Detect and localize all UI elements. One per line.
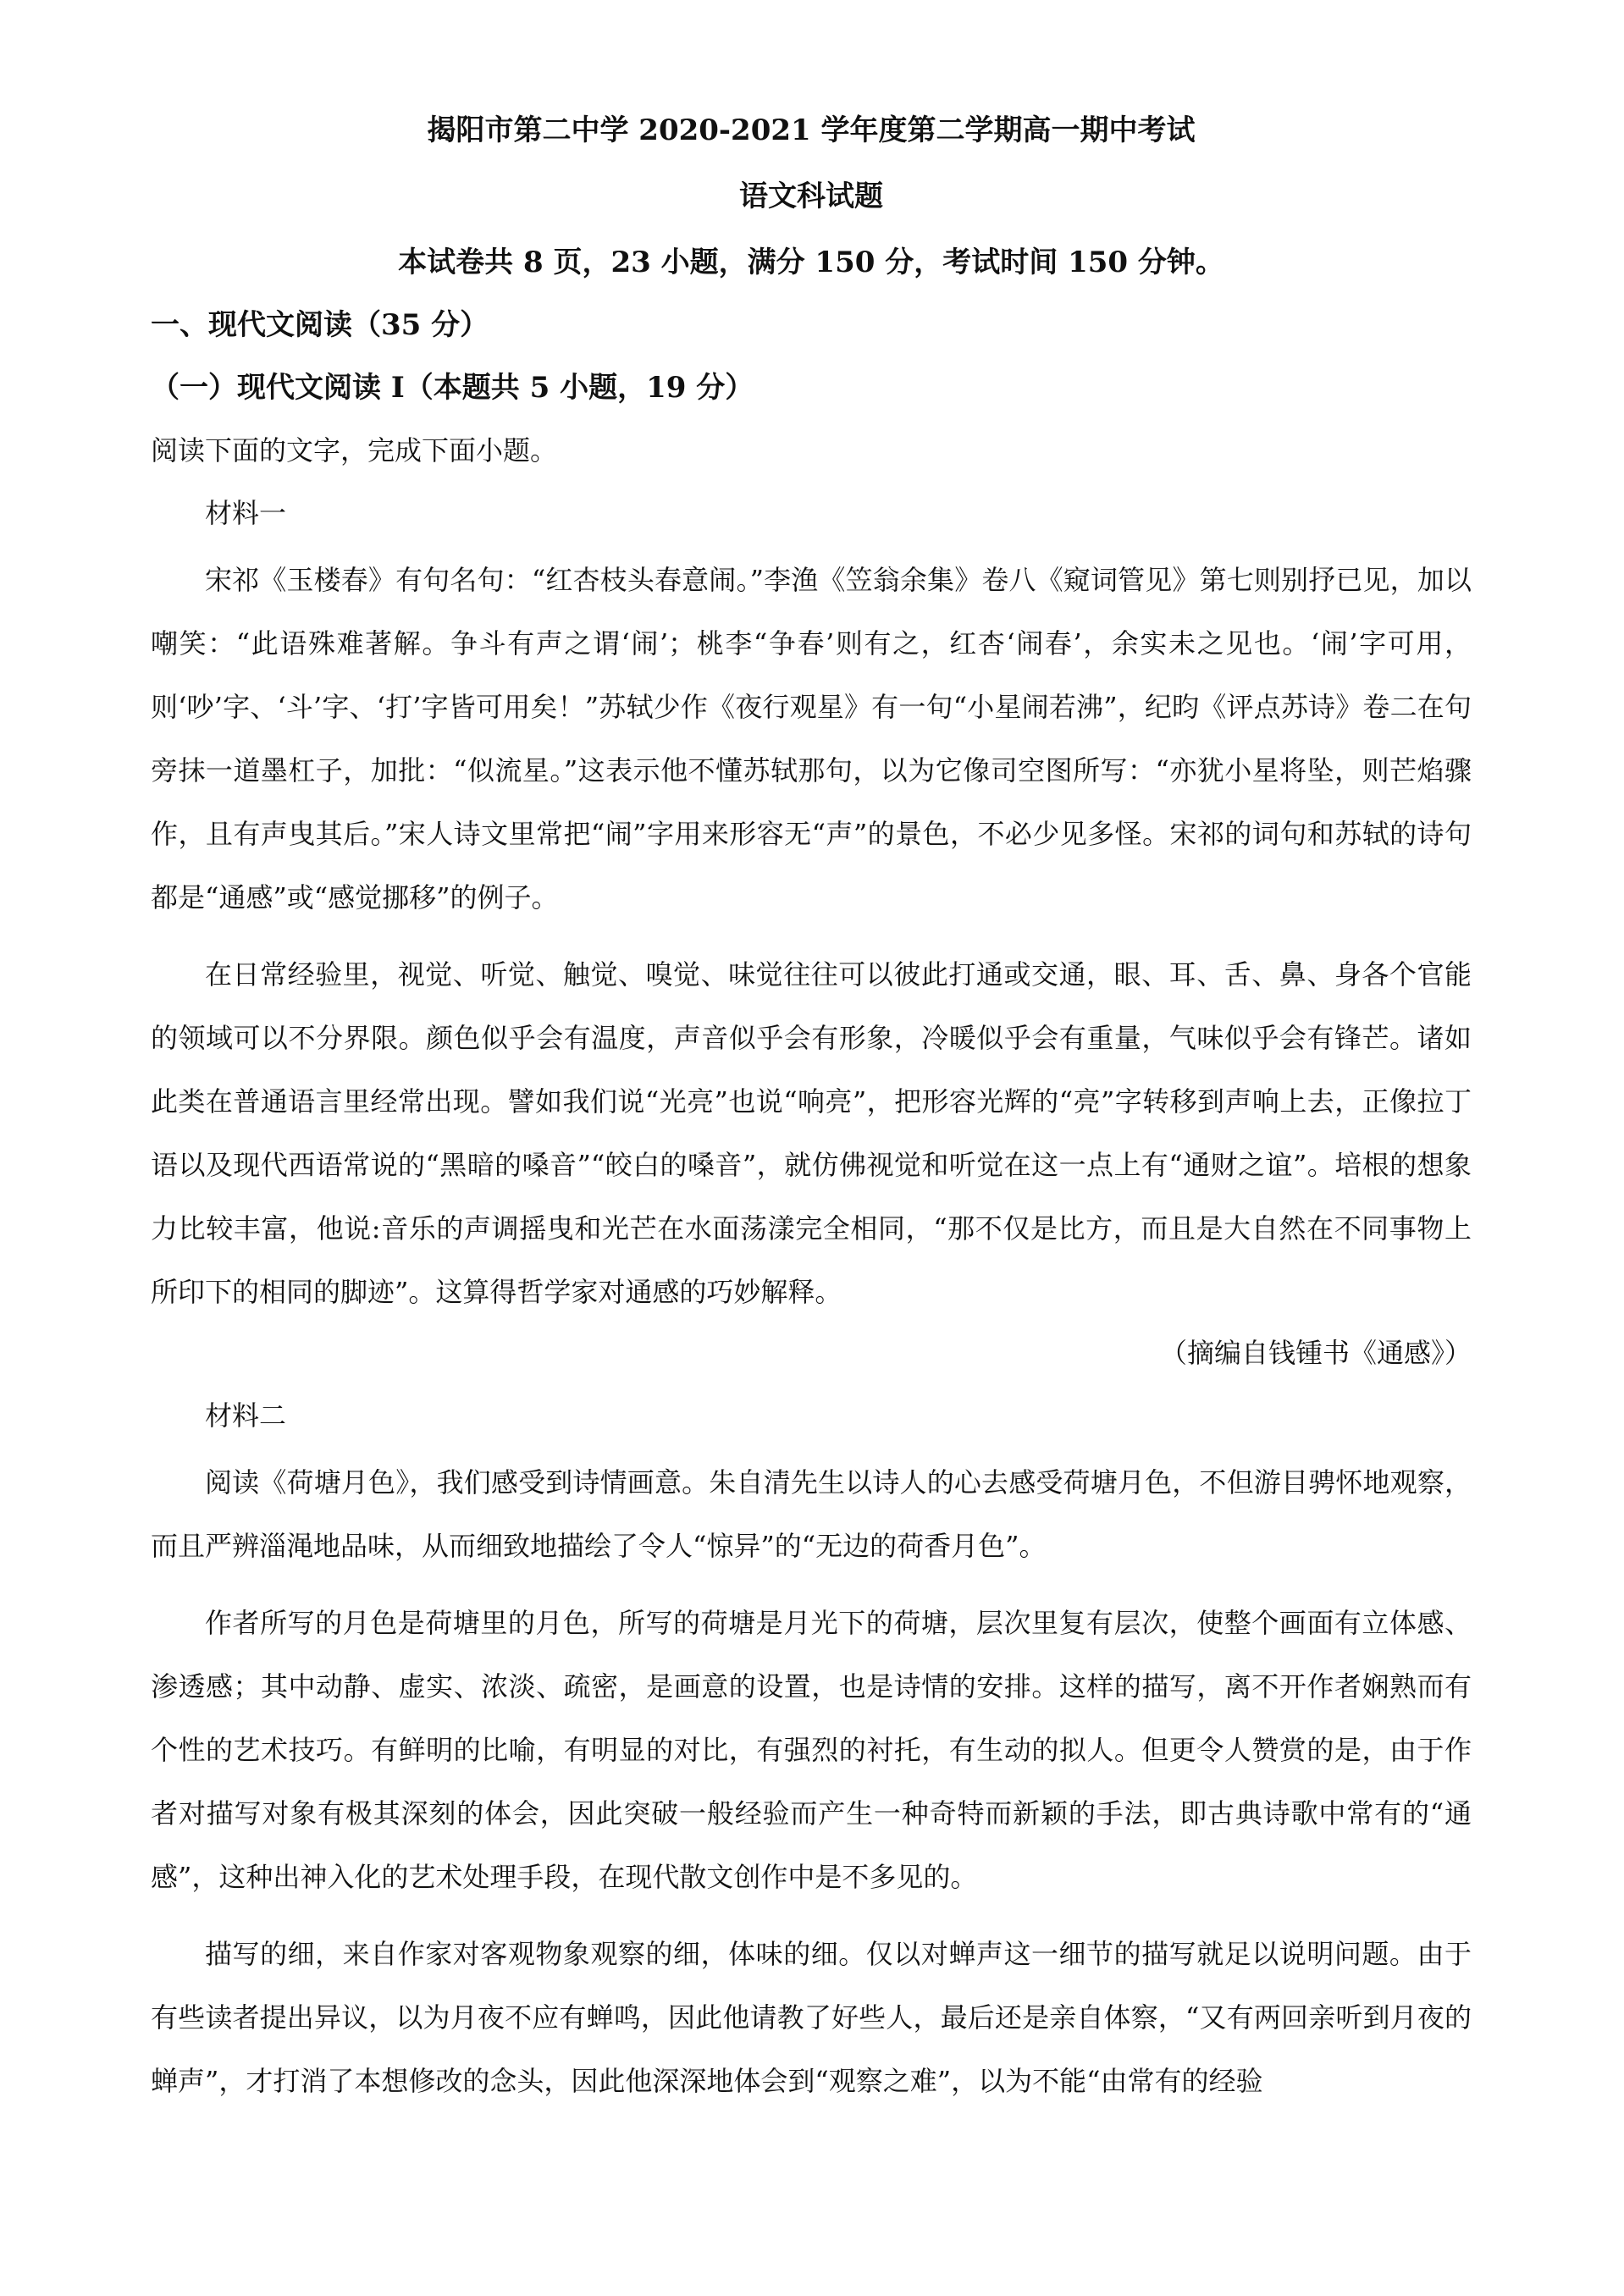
material-one-paragraph: 宋祁《玉楼春》有句名句：“红杏枝头春意闹。”李渔《笠翁余集》卷八《窥词管见》第七则别抒已见，加以嘲笑：“此语殊难著解。争斗有声之谓‘闹’；桃李“争春’则有之，红杏‘闹春’，余实未之见也。‘闹’字可用，则‘吵’字、‘斗’字、‘打’字皆可用矣！”苏轼少作《夜行观星》有一句“小星闹若沸”，纪昀《评点苏诗》卷二在句旁抹一道墨杠子，加批：“似流星。”这表示他不懂苏轼那句，以为它像司空图所写：“亦犹小星将坠，则芒焰骤作，且有声曳其后。”宋人诗文里常把“闹”字用来形容无“声”的景色，不必少见多怪。宋祁的词句和苏轼的诗句都是“通感”或“感觉挪移”的例子。	[151, 564, 1472, 913]
material-one-paragraph: 在日常经验里，视觉、听觉、触觉、嗅觉、味觉往往可以彼此打通或交通，眼、耳、舌、鼻、身各个官能的领域可以不分界限。颜色似乎会有温度，声音似乎会有形象，冷暖似乎会有重量，气味似乎会有锋芒。诸如此类在普通语言里经常出现。譬如我们说“光亮”也说“响亮”，把形容光辉的“亮”字转移到声响上去，正像拉丁语以及现代西语常说的“黑暗的嗓音”“皎白的嗓音”，就仿佛视觉和听觉在这一点上有“通财之谊”。培根的想象力比较丰富，他说:音乐的声调摇曳和光芒在水面荡漾完全相同，“那不仅是比方，而且是大自然在不同事物上所印下的相同的脚迹”。这算得哲学家对通感的巧妙解释。	[151, 958, 1472, 1308]
exam-title: 揭阳市第二中学 2020-2021 学年度第二学期高一期中考试	[427, 113, 1196, 147]
material-two-label: 材料二	[205, 1399, 287, 1432]
subsection-heading: （一）现代文阅读 I（本题共 5 小题，19 分）	[151, 371, 754, 405]
page-content	[151, 108, 1472, 2113]
material-two-paragraph: 作者所写的月色是荷塘里的月色，所写的荷塘是月光下的荷塘，层次里复有层次，使整个画面有立体感、渗透感；其中动静、虚实、浓淡、疏密，是画意的设置，也是诗情的安排。这样的描写，离不开作者娴熟而有个性的艺术技巧。有鲜明的比喻，有明显的对比，有强烈的衬托，有生动的拟人。但更令人赞赏的是，由于作者对描写对象有极其深刻的体会，因此突破一般经验而产生一种奇特而新颖的手法，即古典诗歌中常有的“通感”，这种出神入化的艺术处理手段，在现代散文创作中是不多见的。	[151, 1607, 1472, 1893]
reading-instruction: 阅读下面的文字，完成下面小题。	[151, 434, 558, 466]
section-heading: 一、现代文阅读（35 分）	[151, 308, 489, 342]
material-one-source: （摘编自钱锺书《通感》）	[1159, 1337, 1472, 1369]
exam-subject: 语文科试题	[739, 179, 883, 213]
material-two-paragraph: 阅读《荷塘月色》，我们感受到诗情画意。朱自清先生以诗人的心去感受荷塘月色，不但游目骋怀地观察，而且严辨淄渑地品味，从而细致地描绘了令人“惊异”的“无边的荷香月色”。	[151, 1466, 1472, 1562]
exam-instructions: 本试卷共 8 页，23 小题，满分 150 分，考试时间 150 分钟。	[398, 246, 1224, 279]
material-two-paragraph: 描写的细，来自作家对客观物象观察的细，体味的细。仅以对蝉声这一细节的描写就足以说明问题。由于有些读者提出异议，以为月夜不应有蝉鸣，因此他请教了好些人，最后还是亲自体察，“又有两回亲听到月夜的蝉声”，才打消了本想修改的念头，因此他深深地体会到“观察之难”，以为不能“由常有的经验	[151, 1938, 1472, 2097]
material-one-label: 材料一	[205, 497, 287, 529]
